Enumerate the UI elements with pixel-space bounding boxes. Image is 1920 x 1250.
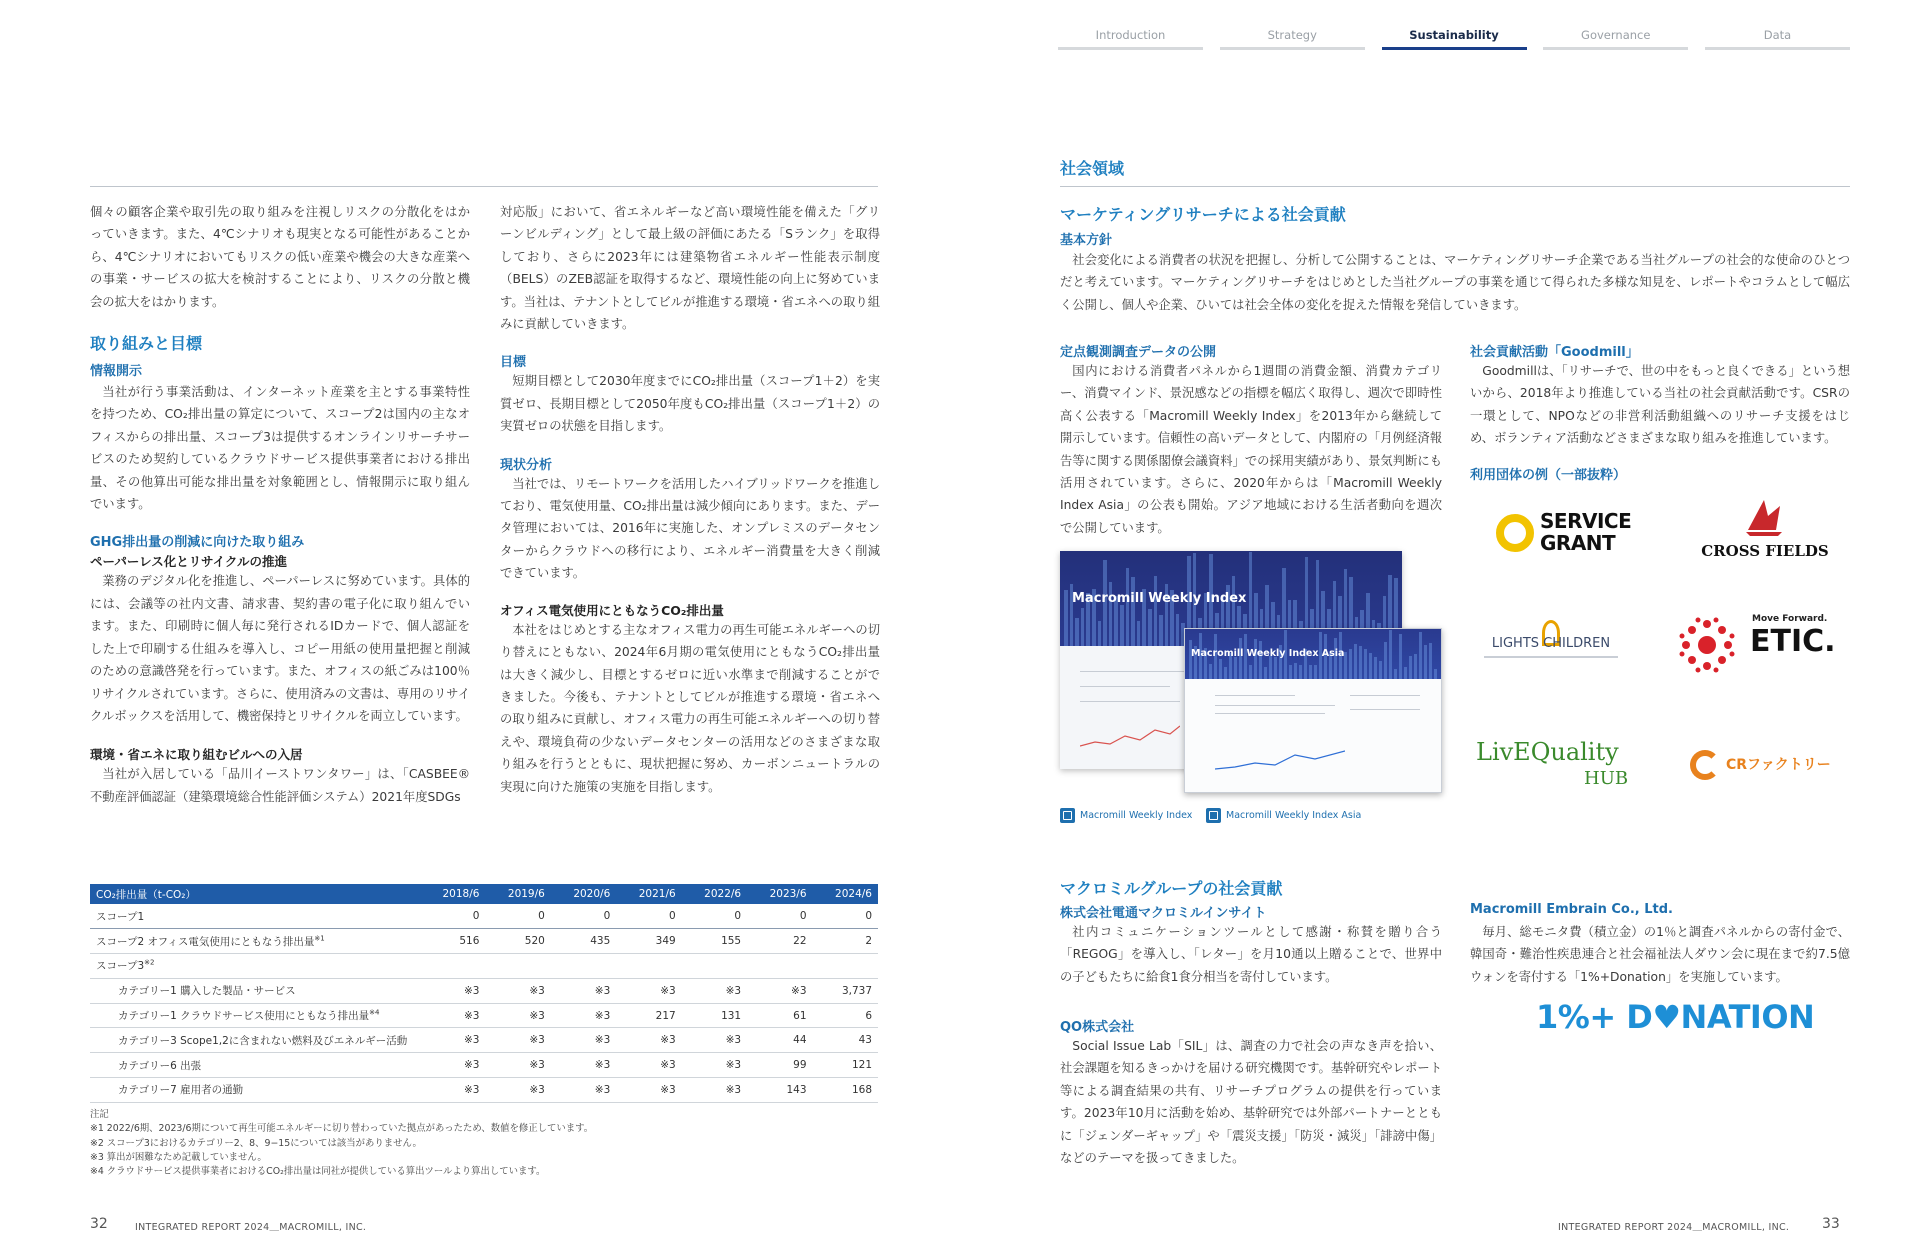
left-top-rule: [90, 186, 878, 187]
link-weekly-index-asia[interactable]: Macromill Weekly Index Asia: [1206, 808, 1361, 823]
decor-bar: [1064, 590, 1068, 646]
table-cell: [420, 954, 485, 979]
decor-bar: [1120, 605, 1124, 646]
etic-logo: Move Forward. ETIC.: [1676, 610, 1846, 680]
goodmill-text: Goodmillは、「リサーチで、世の中をもっと良くできる」という想いから、2018年より推進している当社の社会貢献活動です。CSRの一環として、NPOなどの非営利活動組織へのリサーチ支援をはじめ、ボランティア活動などさまざまな取り組みを推進しています。: [1470, 364, 1850, 446]
building-text: 当社が入居している「品川イーストワンタワー」は、「CASBEE®不動産評価認証（建築環境総合性能評価システム）2021年度SDGs: [90, 767, 470, 804]
table-cell: ※3: [682, 1078, 747, 1103]
table-cell: ※3: [420, 1028, 485, 1053]
shot1-title: Macromill Weekly Index: [1072, 591, 1247, 606]
table-cell: 0: [616, 904, 681, 929]
goodmill-title: 社会貢献活動「Goodmill」: [1470, 345, 1639, 360]
decor-bar: [1137, 621, 1141, 646]
service-grant-ring-icon: [1496, 514, 1534, 552]
left-column-2: [500, 201, 880, 798]
decor-bar: [1189, 640, 1192, 679]
table-row: [90, 929, 878, 954]
row-label: カテゴリー3 Scope1,2に含まれない燃料及びエネルギー活動: [90, 1028, 420, 1053]
livequality-hub-logo: LivEQuality HUB: [1476, 738, 1629, 789]
shot2-chart: [1215, 739, 1345, 779]
disclosure-title: 情報開示: [90, 364, 143, 380]
cross-fields-logo: CROSS FIELDS: [1700, 496, 1830, 566]
section-title-social: 社会領域: [1060, 159, 1125, 178]
decor-bar: [1414, 654, 1417, 679]
table-cell: ※3: [485, 1078, 550, 1103]
left-column-1: [90, 201, 470, 808]
table-cell: 0: [813, 904, 878, 929]
decor-bar: [1299, 665, 1302, 679]
decor-bar: [1434, 669, 1437, 679]
paperless-text: 業務のデジタル化を推進し、ペーパーレスに努めています。具体的には、会議等の社内文書、請求書、契約書の電子化に取り組んでいます。また、印刷時に個人毎に発行されるIDカードで、個人認証をした上で印刷する仕組みを導入し、コピー用紙の使用量把握と削減のための意識啓発を行っています。また、オフィスの紙ごみは100％リサイクルされています。さらに、使用済みの文書は、専用のリサイクルボックスを活用して、機密保持とリサイクルを両立しています。: [90, 574, 470, 723]
decor-bar: [1429, 643, 1432, 679]
decor-bar: [1384, 642, 1387, 679]
table-header-label: CO₂排出量（t-CO₂）: [90, 884, 420, 904]
notes-title: 注記: [90, 1109, 109, 1120]
status-title: 現状分析: [500, 457, 553, 473]
tab-introduction[interactable]: Introduction: [1058, 28, 1203, 50]
table-cell: 435: [551, 929, 616, 954]
table-cell: ※3: [616, 1078, 681, 1103]
table-header-year: 2019/6: [485, 884, 550, 904]
table-cell: ※3: [616, 1028, 681, 1053]
table-header-year: 2022/6: [682, 884, 747, 904]
qo-text: Social Issue Lab「SIL」は、調査の力で社会の声なき声を拾い、社会課題を知るきっかけを届ける研究機関です。基幹研究やレポート等による調査結果の共有、リサーチプログラムの提供を行っています。2023年10月に活動を始め、基幹研究では外部パートナーとともに「ジェンダーギャップ」や「震災支援」「防災・減災」「誹謗中傷」などのテーマを扱ってきました。: [1060, 1039, 1442, 1166]
decor-bar: [1254, 639, 1257, 679]
table-header-year: 2024/6: [813, 884, 878, 904]
decor-bar: [1289, 665, 1292, 679]
decor-bar: [1264, 667, 1267, 679]
shot2-title: Macromill Weekly Index Asia: [1191, 648, 1345, 659]
decor-bar: [1314, 665, 1317, 679]
table-cell: ※3: [616, 1053, 681, 1078]
co2-table-wrap: [90, 884, 878, 1103]
table-cell: ※3: [682, 978, 747, 1003]
decor-bar: [1354, 644, 1357, 679]
table-cell: 121: [813, 1053, 878, 1078]
table-cell: 168: [813, 1078, 878, 1103]
row-label: カテゴリー1 クラウドサービス使用にともなう排出量$^{※4}$: [90, 1003, 420, 1028]
table-cell: 2: [813, 929, 878, 954]
dentsu-text: 社内コミュニケーションツールとして感謝・称賛を贈り合う「REGOG」を導入し、「レター」を月10通以上贈ることで、世界中の子どもたちに給食1食分相当を寄付しています。: [1060, 925, 1442, 984]
table-header-year: 2020/6: [551, 884, 616, 904]
decor-bar: [1369, 653, 1372, 679]
note-line: ※2 スコープ3におけるカテゴリー2、8、9−15については該当がありません。: [90, 1137, 422, 1149]
table-cell: ※3: [420, 978, 485, 1003]
table-cell: 155: [682, 929, 747, 954]
decor-bar: [1209, 664, 1212, 679]
group-title: マクロミルグループの社会貢献: [1060, 879, 1283, 898]
decor-bar: [1176, 614, 1180, 646]
table-cell: 217: [616, 1003, 681, 1028]
table-row: [90, 1028, 878, 1053]
decor-bar: [1154, 576, 1158, 646]
decor-bar: [1131, 577, 1135, 646]
table-header-year: 2018/6: [420, 884, 485, 904]
note-line: ※4 クラウドサービス提供事業者におけるCO₂排出量は同社が提供している算出ツールより算出しています。: [90, 1166, 546, 1178]
table-cell: 143: [747, 1078, 812, 1103]
table-cell: ※3: [420, 1053, 485, 1078]
qo-title: QO株式会社: [1060, 1020, 1135, 1035]
decor-bar: [1404, 667, 1407, 679]
section-nav: [1058, 28, 1850, 50]
right-top-rule: [1060, 186, 1850, 187]
building-title: 環境・省エネに取り組むビルへの入居: [90, 747, 303, 763]
table-cell: ※3: [747, 978, 812, 1003]
row-label: スコープ1: [90, 904, 420, 929]
basic-title: 基本方針: [1060, 233, 1113, 248]
ghg-title: GHG排出量の削減に向けた取り組み: [90, 535, 305, 551]
fixed-title: 定点観測調査データの公開: [1060, 345, 1217, 360]
decor-bar: [1364, 649, 1367, 679]
intro-text: 個々の顧客企業や取引先の取り組みを注視しリスクの分散化をはかっていきます。また、4℃シナリオも現実となる可能性があることから、4℃シナリオにおいてもリスクの低い産業や機会の大きな産業への事業・サービスの拡大を検討することにより、リスクの分散と機会の拡大をはかります。: [90, 205, 470, 309]
table-cell: ※3: [682, 1053, 747, 1078]
table-cell: 516: [420, 929, 485, 954]
section-title-initiatives: 取り組みと目標: [90, 334, 203, 354]
table-header-year: 2023/6: [747, 884, 812, 904]
row-label: カテゴリー1 購入した製品・サービス: [90, 978, 420, 1003]
decor-bar: [1344, 652, 1347, 679]
table-cell: ※3: [551, 978, 616, 1003]
table-row: [90, 1078, 878, 1103]
decor-bar: [1259, 641, 1262, 679]
table-cell: 0: [747, 904, 812, 929]
decor-bar: [1081, 608, 1085, 646]
row-label: カテゴリー7 雇用者の通勤: [90, 1078, 420, 1103]
decor-bar: [1294, 663, 1297, 679]
page-number-right: 33: [1822, 1216, 1840, 1232]
table-row: [90, 1053, 878, 1078]
table-cell: ※3: [420, 1003, 485, 1028]
table-cell: ※3: [682, 1028, 747, 1053]
footer-right-text: INTEGRATED REPORT 2024＿MACROMILL, INC.: [1558, 1222, 1790, 1233]
row-label: スコープ2 オフィス電気使用にともなう排出量$^{※1}$: [90, 929, 420, 954]
table-cell: ※3: [485, 1003, 550, 1028]
ship-icon: [1742, 496, 1786, 536]
target-title: 目標: [500, 355, 527, 371]
decor-bar: [1269, 656, 1272, 679]
row-label: スコープ3$^{※2}$: [90, 954, 420, 979]
shot1-chart: [1080, 716, 1180, 756]
table-cell: 0: [551, 904, 616, 929]
link-weekly-index[interactable]: Macromill Weekly Index: [1060, 808, 1192, 823]
table-cell: ※3: [551, 1028, 616, 1053]
table-cell: 6: [813, 1003, 878, 1028]
decor-bar: [1224, 667, 1227, 679]
table-cell: 0: [485, 904, 550, 929]
building-text-cont: 対応版」において、省エネルギーなど高い環境性能を備えた「グリーンビルディング」として最上級の評価にあたる「Sランク」を取得しており、さらに2023年には建築物省エネルギー性能表示制度（BELS）のZEB認証を取得するなど、環境性能の向上に努めています。当社は、テナントとしてビルが推進する環境・省エネへの取り組みに貢献していきます。: [500, 205, 880, 332]
table-cell: 0: [420, 904, 485, 929]
donation-logo: 1%+ D♥NATION: [1536, 998, 1815, 1036]
tab-sustainability[interactable]: Sustainability: [1382, 28, 1527, 50]
lights-children-logo: LIGHTS CHILDREN: [1476, 620, 1626, 665]
table-cell: 3,737: [813, 978, 878, 1003]
office-title: オフィス電気使用にともなうCO₂排出量: [500, 602, 724, 618]
table-cell: ※3: [420, 1078, 485, 1103]
decor-bar: [1219, 659, 1222, 679]
decor-bar: [1126, 568, 1130, 646]
decor-bar: [1148, 609, 1152, 646]
embrain-title: Macromill Embrain Co., Ltd.: [1470, 902, 1673, 917]
page-number-left: 32: [90, 1216, 108, 1232]
table-cell: ※3: [485, 1053, 550, 1078]
decor-bar: [1234, 657, 1237, 679]
table-cell: [616, 954, 681, 979]
decor-bar: [1359, 646, 1362, 679]
cr-factory-logo: CRファクトリー: [1690, 748, 1840, 788]
etic-dot-icon: [1676, 614, 1738, 676]
table-cell: 0: [682, 904, 747, 929]
decor-bar: [1419, 632, 1422, 679]
decor-bar: [1399, 634, 1402, 679]
office-text: 本社をはじめとする主なオフィス電力の再生可能エネルギーへの切り替えにともない、2024年6月期の電気使用にともなうCO₂排出量は大きく減少し、目標とするゼロに近い水準まで削減することができました。今後も、テナントとしてビルが推進する環境・省エネへの取り組みに貢献し、オフィス電力の再生可能エネルギーへの切り替えや、環境負荷の少ないデータセンターの活用などのさまざまな取り組みを行うとともに、現状把握に努め、カーボンニュートラルの実現に向けた施策の実施を目指します。: [500, 622, 880, 794]
external-link-icon: [1206, 808, 1221, 823]
table-cell: 44: [747, 1028, 812, 1053]
table-cell: ※3: [485, 1028, 550, 1053]
tab-data[interactable]: Data: [1705, 28, 1850, 50]
table-cell: ※3: [485, 978, 550, 1003]
table-row: [90, 904, 878, 929]
tab-strategy[interactable]: Strategy: [1220, 28, 1365, 50]
table-row: [90, 954, 878, 979]
table-cell: [551, 954, 616, 979]
table-cell: 22: [747, 929, 812, 954]
decor-bar: [1409, 656, 1412, 679]
decor-bar: [1098, 621, 1102, 646]
table-cell: [485, 954, 550, 979]
table-cell: 43: [813, 1028, 878, 1053]
service-grant-logo: SERVICE GRANT: [1496, 508, 1616, 558]
decor-bar: [1349, 649, 1352, 679]
decor-bar: [1374, 657, 1377, 679]
embrain-text: 毎月、総モニタ費（積立金）の1％と調査パネルからの寄付金で、韓国奇・難治性疾患連合と社会福祉法人ダウン会に現在まで約7.5億ウォンを寄付する「1%+Donation」を実施しています。: [1470, 925, 1850, 984]
decor-bar: [1075, 618, 1079, 646]
cr-factory-swirl-icon: [1690, 750, 1720, 780]
table-cell: [813, 954, 878, 979]
decor-bar: [1379, 661, 1382, 679]
fixed-text: 国内における消費者パネルから1週間の消費金額、消費カテゴリー、消費マインド、景況感などの指標を幅広く取得し、週次で即時性高く公表する「Macromill Weekly Index」を2013年から継続して開示しています。信頼性の高いデータとして、内閣府の「月例経済報告等に関する関係閣僚会議資料」での採用実績があり、景気判断にも活用されています。さらに、2020年からは「Macromill Weekly Index Asia」の公表も開始。アジア地域における生活者動向を週次で公開しています。: [1060, 364, 1442, 535]
footer-left-text: INTEGRATED REPORT 2024＿MACROMILL, INC.: [135, 1222, 367, 1233]
table-row: [90, 1003, 878, 1028]
basic-text: 社会変化による消費者の状況を把握し、分析して公開することは、マーケティングリサーチ企業である当社グループの社会的な使命のひとつだと考えています。マーケティングリサーチをはじめとした当社グループの事業を通じて得られた多様な知見を、レポートやコラムとして幅広く公開し、個人や企業、ひいては社会全体の変化を捉えた情報を発信していきます。: [1060, 253, 1850, 312]
table-cell: ※3: [551, 1053, 616, 1078]
decor-bar: [1274, 657, 1277, 679]
paperless-title: ペーパーレス化とリサイクルの推進: [90, 554, 288, 570]
decor-bar: [1159, 615, 1163, 646]
table-row: [90, 978, 878, 1003]
mr-title: マーケティングリサーチによる社会貢献: [1060, 205, 1346, 224]
decor-bar: [1424, 645, 1427, 679]
decor-bar: [1394, 669, 1397, 679]
disclosure-text: 当社が行う事業活動は、インターネット産業を主とする事業特性を持つため、CO₂排出量の算定について、スコープ2は国内の主なオフィスからの排出量、スコープ3は提供するオンラインリサーチサービスのため契約しているクラウドサービス提供事業者における排出量、その他算出可能な排出量を対象範囲とし、情報開示に取り組んでいます。: [90, 385, 470, 512]
target-text: 短期目標として2030年度までにCO₂排出量（スコープ1＋2）を実質ゼロ、長期目標として2050年度もCO₂排出量（スコープ1＋2）の実質ゼロの状態を目指します。: [500, 374, 880, 434]
tab-governance[interactable]: Governance: [1543, 28, 1688, 50]
orgs-title: 利用団体の例（一部抜粋）: [1470, 468, 1627, 483]
decor-bar: [1309, 665, 1312, 679]
table-notes: [90, 1108, 878, 1179]
note-line: ※1 2022/6期、2023/6期について再生可能エネルギーに切り替わっていた拠点があったため、数値を修正しています。: [90, 1123, 594, 1135]
co2-table: [90, 884, 878, 1103]
table-cell: ※3: [551, 1078, 616, 1103]
table-cell: 520: [485, 929, 550, 954]
table-cell: 61: [747, 1003, 812, 1028]
status-text: 当社では、リモートワークを活用したハイブリッドワークを推進しており、電気使用量、CO₂排出量は減少傾向にあります。また、データ管理においては、2016年に実施した、オンプレミスのデータセンターからクラウドへの移行により、エネルギー消費量を大きく削減できています。: [500, 476, 880, 581]
decor-bar: [1389, 630, 1392, 679]
weekly-index-asia-screenshot: [1184, 628, 1442, 793]
dentsu-title: 株式会社電通マクロミルインサイト: [1060, 906, 1267, 921]
table-cell: [747, 954, 812, 979]
table-cell: [682, 954, 747, 979]
table-header-year: 2021/6: [616, 884, 681, 904]
table-cell: ※3: [616, 978, 681, 1003]
note-line: ※3 算出が困難なため記載していません。: [90, 1151, 267, 1163]
table-cell: 349: [616, 929, 681, 954]
external-link-icon: [1060, 808, 1075, 823]
table-cell: 99: [747, 1053, 812, 1078]
table-cell: ※3: [551, 1003, 616, 1028]
row-label: カテゴリー6 出張: [90, 1053, 420, 1078]
decor-bar: [1249, 665, 1252, 679]
table-cell: 131: [682, 1003, 747, 1028]
